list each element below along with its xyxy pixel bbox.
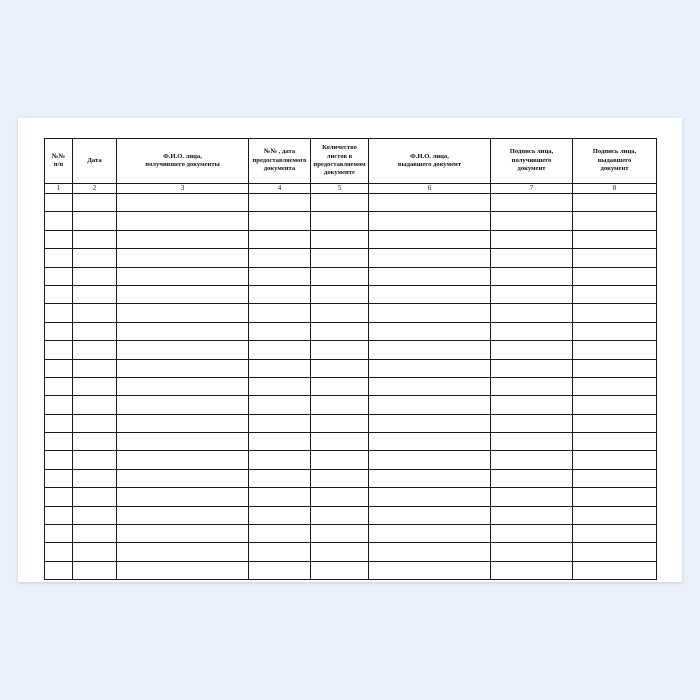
- table-cell[interactable]: [45, 506, 73, 524]
- table-cell[interactable]: [311, 506, 369, 524]
- table-cell[interactable]: [311, 433, 369, 451]
- header-line: №№: [51, 152, 66, 160]
- header-line: листов в: [326, 152, 353, 160]
- table-cell[interactable]: [369, 304, 491, 322]
- table-cell[interactable]: [249, 304, 311, 322]
- table-cell[interactable]: [45, 396, 73, 414]
- header-line: документ: [600, 165, 629, 173]
- table-cell[interactable]: [311, 359, 369, 377]
- table-cell[interactable]: [369, 230, 491, 248]
- table-cell[interactable]: [117, 212, 249, 230]
- table-cell[interactable]: [311, 267, 369, 285]
- table-cell[interactable]: [73, 433, 117, 451]
- table-cell[interactable]: [117, 304, 249, 322]
- table-cell[interactable]: [73, 451, 117, 469]
- table-cell[interactable]: [45, 488, 73, 506]
- table-cell[interactable]: [249, 341, 311, 359]
- table-cell[interactable]: [573, 212, 657, 230]
- table-body: [45, 194, 657, 580]
- table-cell[interactable]: [491, 525, 573, 543]
- table-cell[interactable]: [45, 414, 73, 432]
- table-row[interactable]: [45, 377, 657, 395]
- table-cell[interactable]: [249, 506, 311, 524]
- table-cell[interactable]: [369, 285, 491, 303]
- table-cell[interactable]: [45, 359, 73, 377]
- header-line: Подпись лица,: [509, 148, 554, 156]
- table-cell[interactable]: [45, 525, 73, 543]
- header-line: документа: [263, 165, 296, 173]
- table-cell[interactable]: [311, 194, 369, 212]
- table-cell[interactable]: [249, 525, 311, 543]
- table-cell[interactable]: [73, 506, 117, 524]
- table-cell[interactable]: [45, 377, 73, 395]
- table-cell[interactable]: [311, 341, 369, 359]
- table-cell[interactable]: [369, 267, 491, 285]
- table-cell[interactable]: [573, 396, 657, 414]
- paper-sheet: [18, 118, 682, 582]
- table-cell[interactable]: [573, 249, 657, 267]
- table-cell[interactable]: [249, 322, 311, 340]
- table-cell[interactable]: [369, 377, 491, 395]
- table-cell[interactable]: [249, 194, 311, 212]
- column-header-6: [369, 139, 491, 184]
- table-row[interactable]: [45, 249, 657, 267]
- table-cell[interactable]: [311, 543, 369, 561]
- table-cell[interactable]: [573, 506, 657, 524]
- table-cell[interactable]: [369, 414, 491, 432]
- table-cell[interactable]: [491, 249, 573, 267]
- table-cell[interactable]: [249, 230, 311, 248]
- table-cell[interactable]: [117, 267, 249, 285]
- column-number-3: 3: [117, 184, 249, 194]
- table-cell[interactable]: [117, 396, 249, 414]
- table-cell[interactable]: [369, 506, 491, 524]
- table-cell[interactable]: [249, 377, 311, 395]
- table-row[interactable]: [45, 304, 657, 322]
- table-row[interactable]: [45, 396, 657, 414]
- table-cell[interactable]: [73, 469, 117, 487]
- table-cell[interactable]: [311, 451, 369, 469]
- table-cell[interactable]: [311, 469, 369, 487]
- table-cell[interactable]: [73, 525, 117, 543]
- column-header-1: [45, 139, 73, 184]
- header-line: Ф.И.О. лица,: [163, 152, 202, 160]
- table-cell[interactable]: [117, 285, 249, 303]
- table-cell[interactable]: [491, 469, 573, 487]
- header-row: [45, 139, 657, 184]
- table-row[interactable]: [45, 285, 657, 303]
- table-cell[interactable]: [311, 488, 369, 506]
- column-number-1: 1: [45, 184, 73, 194]
- table-cell[interactable]: [73, 267, 117, 285]
- header-line: предоставляемом: [313, 161, 366, 168]
- table-cell[interactable]: [311, 377, 369, 395]
- table-cell[interactable]: [369, 359, 491, 377]
- table-cell[interactable]: [45, 285, 73, 303]
- table-cell[interactable]: [311, 414, 369, 432]
- table-row[interactable]: [45, 230, 657, 248]
- column-header-8: [573, 139, 657, 184]
- table-cell[interactable]: [311, 285, 369, 303]
- table-cell[interactable]: [311, 230, 369, 248]
- table-cell[interactable]: [369, 451, 491, 469]
- table-cell[interactable]: [117, 322, 249, 340]
- table-cell[interactable]: [311, 322, 369, 340]
- table-cell[interactable]: [573, 341, 657, 359]
- table-cell[interactable]: [73, 377, 117, 395]
- table-row[interactable]: [45, 212, 657, 230]
- table-cell[interactable]: [491, 433, 573, 451]
- table-cell[interactable]: [117, 488, 249, 506]
- table-cell[interactable]: [491, 194, 573, 212]
- document-log-table: [44, 138, 657, 580]
- table-cell[interactable]: [491, 414, 573, 432]
- table-header: [45, 139, 657, 194]
- table-cell[interactable]: [491, 304, 573, 322]
- table-cell[interactable]: [73, 414, 117, 432]
- table-cell[interactable]: [73, 396, 117, 414]
- table-cell[interactable]: [117, 561, 249, 579]
- table-cell[interactable]: [573, 543, 657, 561]
- table-cell[interactable]: [117, 414, 249, 432]
- column-number-8: 8: [573, 184, 657, 194]
- column-header-7: [491, 139, 573, 184]
- table-cell[interactable]: [45, 212, 73, 230]
- table-cell[interactable]: [73, 488, 117, 506]
- table-cell[interactable]: [73, 341, 117, 359]
- table-row[interactable]: [45, 433, 657, 451]
- journal-table-area: [44, 138, 656, 558]
- table-cell[interactable]: [73, 230, 117, 248]
- header-line: выдавшего документ: [397, 161, 462, 168]
- table-cell[interactable]: [491, 488, 573, 506]
- column-number-2: 2: [73, 184, 117, 194]
- column-number-5: 5: [311, 184, 369, 194]
- header-line: Подпись лица,: [592, 148, 637, 156]
- table-cell[interactable]: [117, 359, 249, 377]
- column-header-3: [117, 139, 249, 184]
- table-cell[interactable]: [249, 359, 311, 377]
- column-number-row: [45, 184, 657, 194]
- table-cell[interactable]: [249, 543, 311, 561]
- table-cell[interactable]: [249, 414, 311, 432]
- header-line: получившего документы: [145, 161, 220, 168]
- table-cell[interactable]: [73, 249, 117, 267]
- header-line: Ф.И.О. лица,: [410, 152, 449, 160]
- table-cell[interactable]: [45, 469, 73, 487]
- table-cell[interactable]: [369, 469, 491, 487]
- table-cell[interactable]: [73, 194, 117, 212]
- table-cell[interactable]: [73, 561, 117, 579]
- header-line: получившего: [511, 156, 552, 164]
- table-cell[interactable]: [369, 194, 491, 212]
- table-cell[interactable]: [73, 543, 117, 561]
- table-cell[interactable]: [369, 212, 491, 230]
- column-header-2: [73, 139, 117, 184]
- table-cell[interactable]: [73, 212, 117, 230]
- table-cell[interactable]: [117, 249, 249, 267]
- table-cell[interactable]: [369, 341, 491, 359]
- table-cell[interactable]: [311, 561, 369, 579]
- table-cell[interactable]: [45, 322, 73, 340]
- table-cell[interactable]: [573, 377, 657, 395]
- header-line: документе: [324, 169, 355, 177]
- table-cell[interactable]: [249, 396, 311, 414]
- table-cell[interactable]: [573, 469, 657, 487]
- header-line: Дата: [87, 156, 102, 164]
- table-cell[interactable]: [573, 285, 657, 303]
- table-cell[interactable]: [369, 561, 491, 579]
- table-cell[interactable]: [45, 249, 73, 267]
- table-cell[interactable]: [573, 561, 657, 579]
- column-header-4: [249, 139, 311, 184]
- table-cell[interactable]: [369, 322, 491, 340]
- table-cell[interactable]: [573, 488, 657, 506]
- table-cell[interactable]: [117, 433, 249, 451]
- table-cell[interactable]: [117, 506, 249, 524]
- table-cell[interactable]: [45, 433, 73, 451]
- table-cell[interactable]: [491, 561, 573, 579]
- table-cell[interactable]: [45, 451, 73, 469]
- table-cell[interactable]: [491, 377, 573, 395]
- table-cell[interactable]: [311, 396, 369, 414]
- table-cell[interactable]: [117, 469, 249, 487]
- table-cell[interactable]: [311, 304, 369, 322]
- table-row[interactable]: [45, 525, 657, 543]
- table-cell[interactable]: [573, 451, 657, 469]
- table-cell[interactable]: [45, 341, 73, 359]
- table-cell[interactable]: [249, 451, 311, 469]
- table-cell[interactable]: [491, 396, 573, 414]
- table-cell[interactable]: [491, 230, 573, 248]
- table-row[interactable]: [45, 469, 657, 487]
- table-cell[interactable]: [311, 249, 369, 267]
- table-cell[interactable]: [45, 304, 73, 322]
- table-cell[interactable]: [573, 194, 657, 212]
- table-cell[interactable]: [573, 433, 657, 451]
- table-cell[interactable]: [369, 396, 491, 414]
- table-row[interactable]: [45, 543, 657, 561]
- table-cell[interactable]: [249, 285, 311, 303]
- table-cell[interactable]: [311, 212, 369, 230]
- header-line: выдавшего: [597, 156, 632, 164]
- header-line: №№ , дата: [263, 148, 296, 156]
- table-cell[interactable]: [73, 359, 117, 377]
- table-cell[interactable]: [491, 341, 573, 359]
- column-number-4: 4: [249, 184, 311, 194]
- table-cell[interactable]: [117, 341, 249, 359]
- table-cell[interactable]: [573, 304, 657, 322]
- table-row[interactable]: [45, 414, 657, 432]
- table-cell[interactable]: [249, 561, 311, 579]
- table-cell[interactable]: [249, 249, 311, 267]
- table-cell[interactable]: [491, 451, 573, 469]
- table-cell[interactable]: [117, 230, 249, 248]
- table-cell[interactable]: [117, 451, 249, 469]
- table-cell[interactable]: [491, 322, 573, 340]
- table-cell[interactable]: [249, 212, 311, 230]
- table-row[interactable]: [45, 359, 657, 377]
- table-row[interactable]: [45, 488, 657, 506]
- table-cell[interactable]: [491, 543, 573, 561]
- table-row[interactable]: [45, 194, 657, 212]
- table-row[interactable]: [45, 322, 657, 340]
- table-cell[interactable]: [369, 249, 491, 267]
- table-cell[interactable]: [573, 359, 657, 377]
- table-cell[interactable]: [73, 285, 117, 303]
- table-cell[interactable]: [117, 543, 249, 561]
- column-number-6: 6: [369, 184, 491, 194]
- table-cell[interactable]: [573, 230, 657, 248]
- header-line: документ: [517, 165, 546, 173]
- table-cell[interactable]: [249, 469, 311, 487]
- table-row[interactable]: [45, 506, 657, 524]
- table-cell[interactable]: [491, 359, 573, 377]
- table-cell[interactable]: [249, 267, 311, 285]
- table-cell[interactable]: [491, 267, 573, 285]
- table-cell[interactable]: [45, 230, 73, 248]
- header-line: предоставляемого: [252, 156, 307, 164]
- header-line: п/п: [53, 161, 64, 168]
- table-cell[interactable]: [45, 267, 73, 285]
- table-cell[interactable]: [491, 506, 573, 524]
- table-cell[interactable]: [369, 488, 491, 506]
- table-cell[interactable]: [45, 543, 73, 561]
- table-cell[interactable]: [573, 525, 657, 543]
- table-row[interactable]: [45, 267, 657, 285]
- table-cell[interactable]: [117, 525, 249, 543]
- table-cell[interactable]: [117, 377, 249, 395]
- table-cell[interactable]: [249, 433, 311, 451]
- table-cell[interactable]: [45, 561, 73, 579]
- table-row[interactable]: [45, 451, 657, 469]
- table-cell[interactable]: [369, 525, 491, 543]
- table-cell[interactable]: [369, 433, 491, 451]
- table-cell[interactable]: [117, 194, 249, 212]
- table-cell[interactable]: [249, 488, 311, 506]
- table-cell[interactable]: [491, 212, 573, 230]
- table-cell[interactable]: [45, 194, 73, 212]
- table-cell[interactable]: [573, 414, 657, 432]
- table-cell[interactable]: [73, 322, 117, 340]
- table-cell[interactable]: [573, 267, 657, 285]
- column-number-7: 7: [491, 184, 573, 194]
- table-row[interactable]: [45, 561, 657, 579]
- table-row[interactable]: [45, 341, 657, 359]
- table-cell[interactable]: [311, 525, 369, 543]
- header-line: Количество: [322, 144, 357, 152]
- column-header-5: [311, 139, 369, 184]
- table-cell[interactable]: [491, 285, 573, 303]
- table-cell[interactable]: [73, 304, 117, 322]
- table-cell[interactable]: [573, 322, 657, 340]
- table-cell[interactable]: [369, 543, 491, 561]
